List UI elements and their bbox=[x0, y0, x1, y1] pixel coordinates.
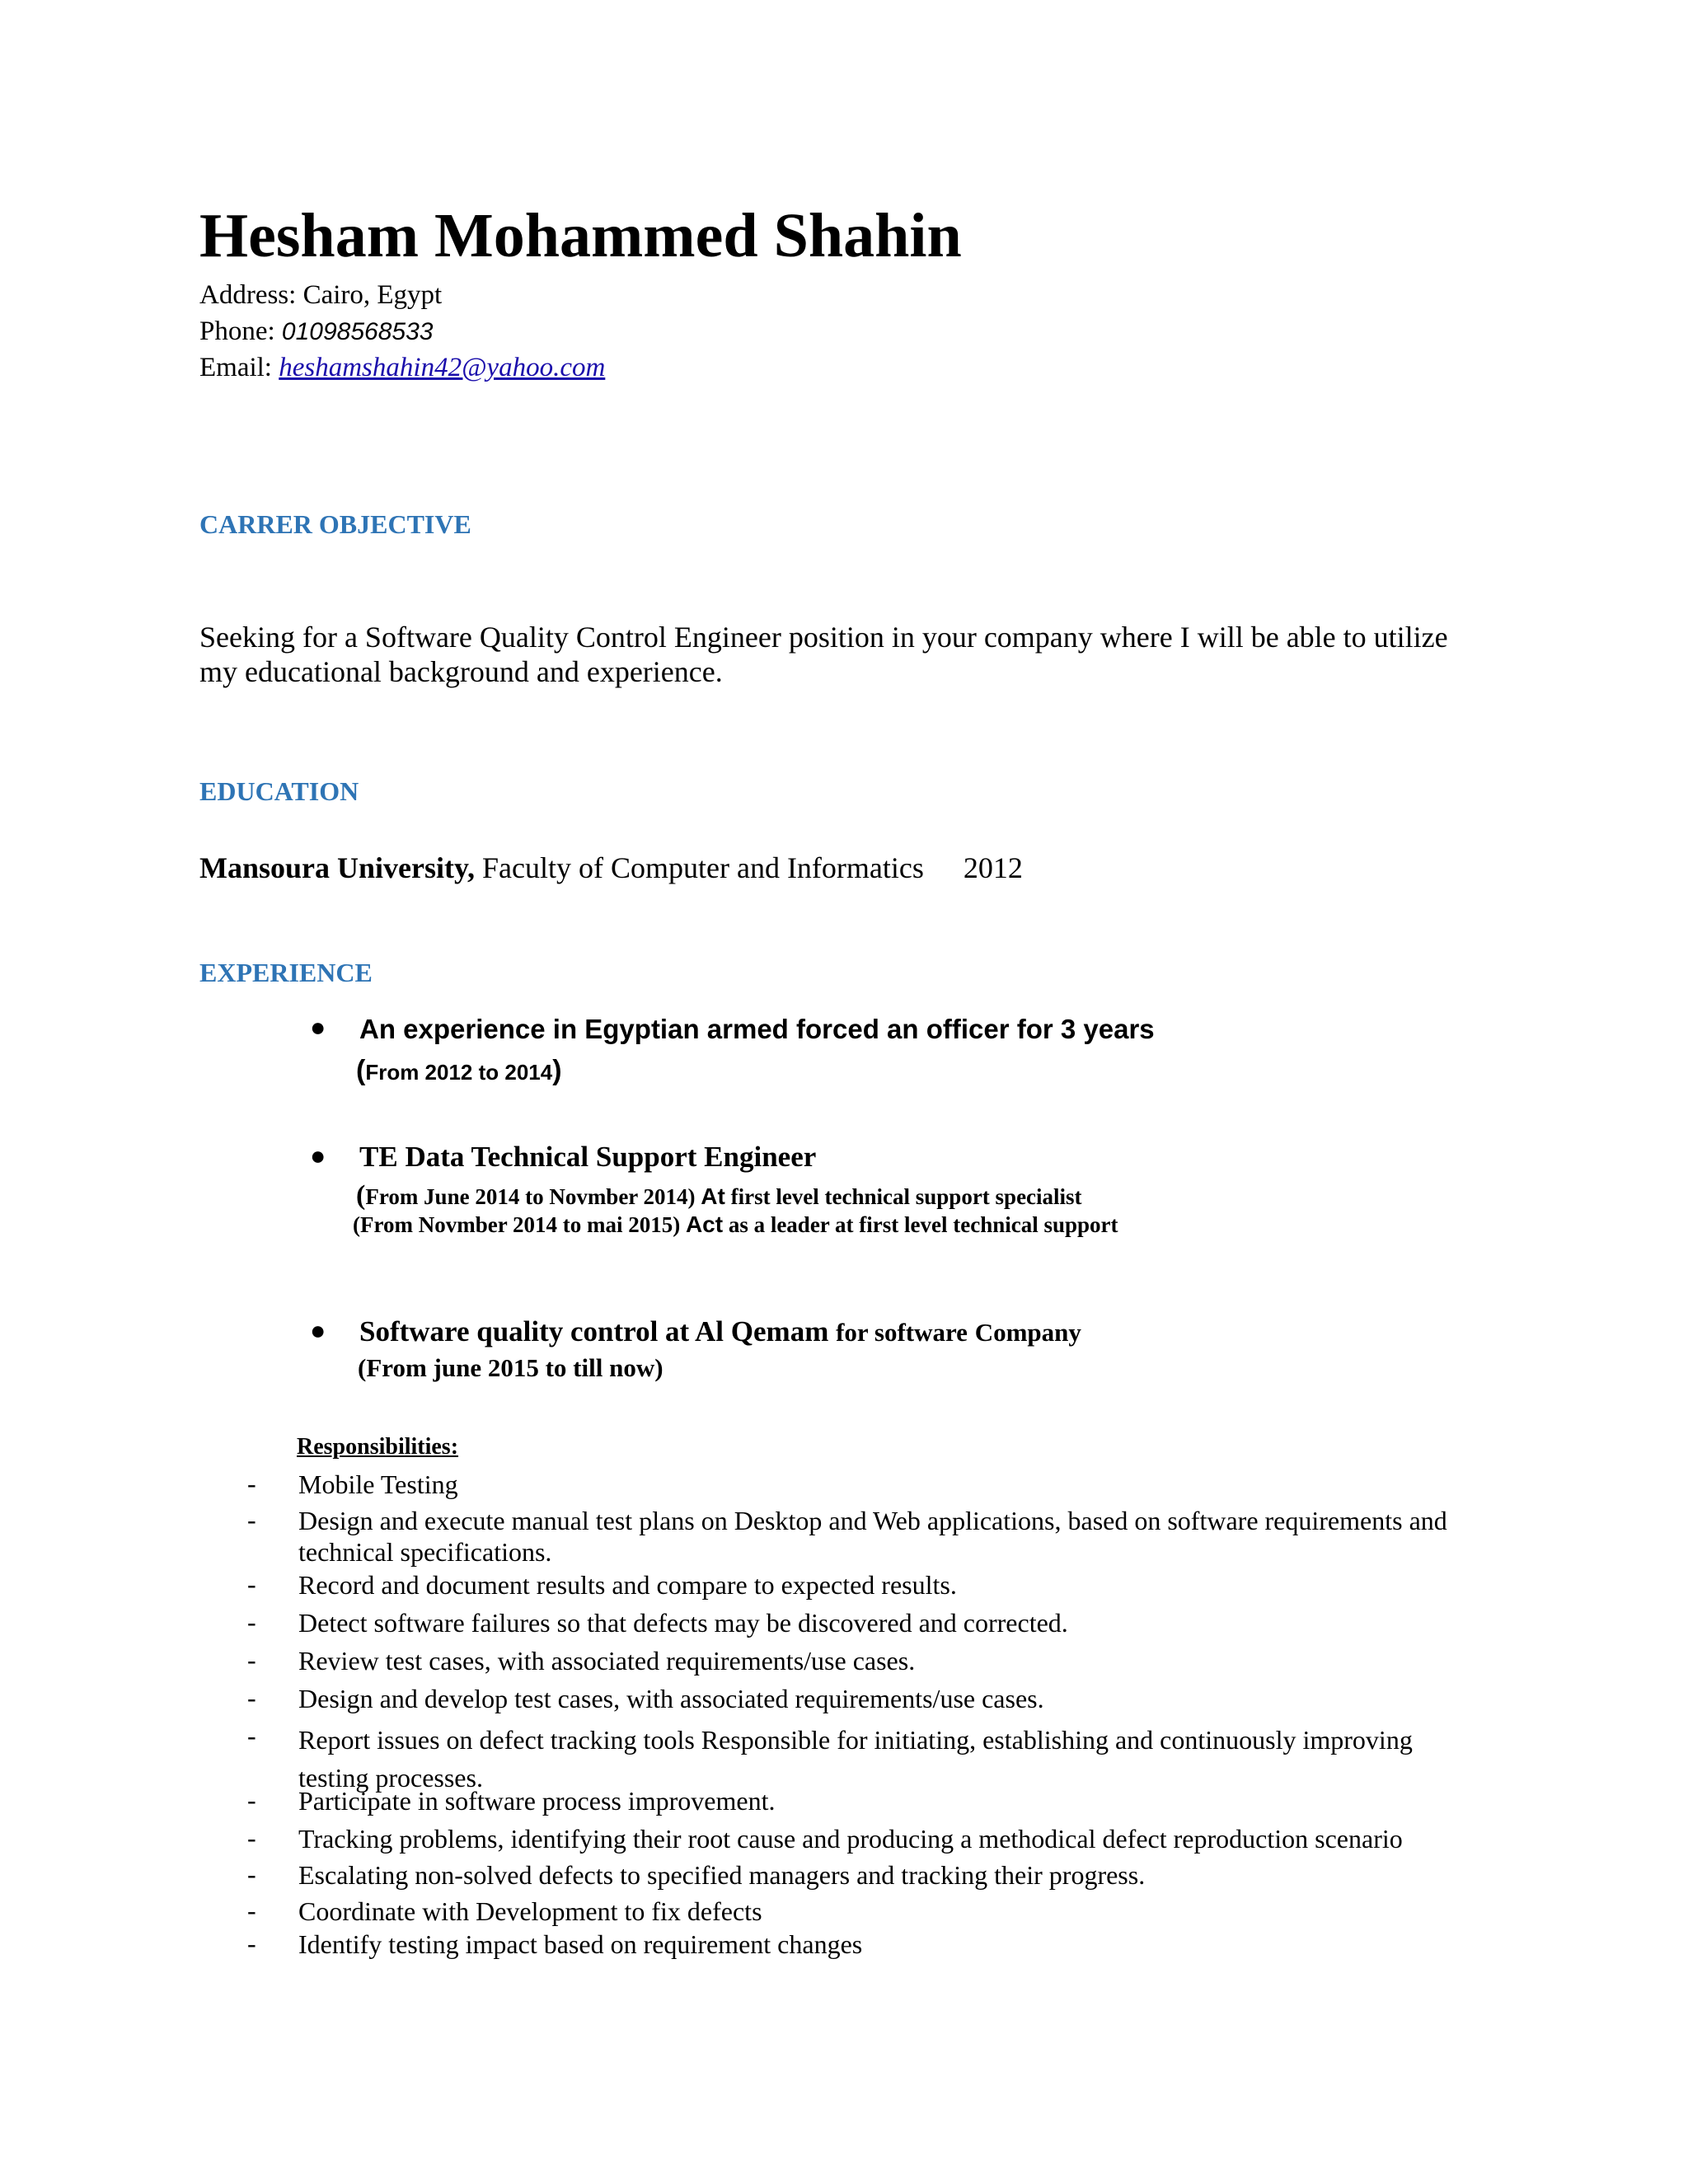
email-line bbox=[199, 349, 605, 386]
experience-heading: EXPERIENCE bbox=[199, 958, 373, 987]
dash-bullet: - bbox=[247, 1859, 256, 1889]
experience-2-role-1: first level technical support specialist bbox=[730, 1184, 1082, 1209]
experience-3-for: for software bbox=[836, 1318, 968, 1347]
objective-heading: CARRER OBJECTIVE bbox=[199, 509, 471, 539]
dash-bullet: - bbox=[247, 1721, 256, 1750]
dash-bullet: - bbox=[247, 1469, 256, 1498]
education-school: Mansoura University, bbox=[199, 851, 476, 884]
dash-bullet: - bbox=[247, 1645, 256, 1675]
experience-3-title bbox=[359, 1315, 1081, 1348]
dash-bullet: - bbox=[247, 1785, 256, 1815]
address-line bbox=[199, 277, 442, 313]
experience-2-dates-1: From June 2014 to Novmber 2014) bbox=[365, 1184, 696, 1209]
education-year: 2012 bbox=[963, 851, 1023, 884]
dash-bullet: - bbox=[247, 1505, 256, 1535]
responsibility-item: Mobile Testing bbox=[298, 1469, 458, 1499]
experience-2-act: Act bbox=[685, 1212, 724, 1237]
address-value: Cairo, Egypt bbox=[302, 280, 443, 310]
experience-2-period-2 bbox=[353, 1212, 1118, 1238]
responsibility-item: Coordinate with Development to fix defects bbox=[298, 1896, 762, 1926]
experience-2-period-1: (From June 2014 to Novmber 2014) At first level technical support specialist bbox=[356, 1180, 1082, 1211]
responsibility-item: Design and develop test cases, with associated requirements/use cases. bbox=[298, 1684, 1044, 1713]
responsibility-item: Detect software failures so that defects may be discovered and corrected. bbox=[298, 1608, 1068, 1638]
responsibility-item: Design and execute manual test plans on Desktop and Web applications, based on software requirements and technical specifications. bbox=[298, 1506, 1447, 1567]
experience-2-at: At bbox=[701, 1183, 725, 1209]
education-heading: EDUCATION bbox=[199, 776, 359, 806]
phone-line bbox=[199, 313, 433, 350]
responsibility-item: Participate in software process improvement. bbox=[298, 1786, 776, 1816]
phone-value: 01098568533 bbox=[281, 318, 434, 345]
experience-1-title: An experience in Egyptian armed forced an officer for 3 years bbox=[359, 1014, 1155, 1044]
dash-bullet: - bbox=[247, 1683, 256, 1713]
responsibility-item: Report issues on defect tracking tools Responsible for initiating, establishing and continuously improving testing processes. bbox=[298, 1725, 1413, 1793]
responsibility-item: Identify testing impact based on requirement changes bbox=[298, 1929, 863, 1959]
experience-2-role-2: as a leader at first level technical support bbox=[728, 1212, 1118, 1237]
experience-2-dates-2: (From Novmber 2014 to mai 2015) bbox=[353, 1212, 681, 1237]
phone-label: Phone: bbox=[199, 316, 282, 346]
candidate-name: Hesham Mohammed Shahin bbox=[199, 201, 962, 270]
experience-3-dates: (From june 2015 to till now) bbox=[358, 1353, 663, 1382]
dash-bullet: - bbox=[247, 1607, 256, 1637]
bullet-icon: ● bbox=[310, 1141, 326, 1170]
experience-1-dates-text: From 2012 to 2014 bbox=[365, 1060, 553, 1085]
dash-bullet: - bbox=[247, 1896, 256, 1925]
dash-bullet: - bbox=[247, 1823, 256, 1853]
education-entry bbox=[199, 849, 1023, 887]
bullet-icon: ● bbox=[310, 1315, 326, 1345]
responsibility-item: Review test cases, with associated requirements/use cases. bbox=[298, 1646, 916, 1675]
responsibility-item: Escalating non-solved defects to specified managers and tracking their progress. bbox=[298, 1860, 1146, 1890]
responsibilities-title: Responsibilities: bbox=[297, 1434, 459, 1460]
experience-2-title: TE Data Technical Support Engineer bbox=[359, 1141, 817, 1173]
bullet-icon: ● bbox=[310, 1012, 326, 1042]
email-label: Email: bbox=[199, 353, 279, 382]
email-link[interactable]: heshamshahin42@yahoo.com bbox=[279, 353, 606, 382]
dash-bullet: - bbox=[247, 1569, 256, 1599]
responsibility-item: Tracking problems, identifying their root cause and producing a methodical defect reproduction scenario bbox=[298, 1824, 1403, 1854]
experience-3-company: Company bbox=[974, 1318, 1081, 1347]
education-faculty: Faculty of Computer and Informatics bbox=[475, 851, 924, 884]
experience-1-dates: (From 2012 to 2014) bbox=[356, 1055, 562, 1086]
dash-bullet: - bbox=[247, 1929, 256, 1958]
objective-text: Seeking for a Software Quality Control Engineer position in your company where I will be able to utilize my educational background and experience. bbox=[199, 621, 1448, 688]
experience-3-title-text: Software quality control at Al Qemam bbox=[359, 1315, 829, 1347]
responsibility-item: Record and document results and compare to expected results. bbox=[298, 1570, 957, 1600]
address-label: Address: bbox=[199, 280, 303, 310]
